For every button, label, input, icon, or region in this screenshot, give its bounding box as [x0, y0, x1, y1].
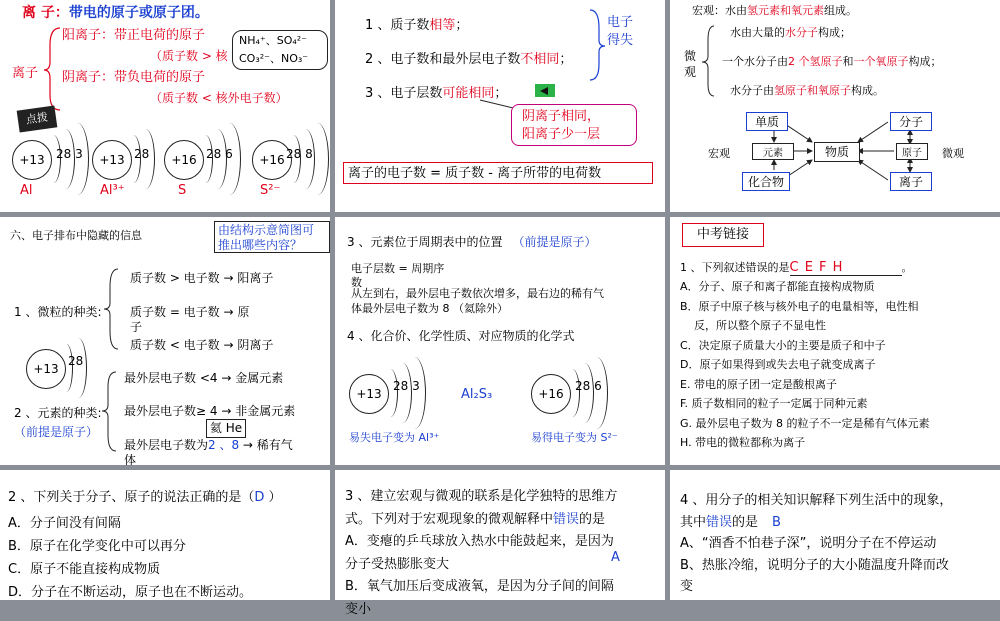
electron-shells: 28 — [134, 147, 149, 161]
valence-title: 4 、化合价、化学性质、对应物质的化学式 — [347, 327, 574, 344]
option-list — [680, 277, 930, 453]
element-type-label: 2 、元素的种类: — [14, 404, 102, 421]
atom-label: Al — [20, 183, 33, 198]
option-g: G. 最外层电子数为 8 的粒子不一定是稀有气体元素 — [680, 414, 930, 434]
slide-exam-link — [670, 217, 1000, 465]
ion-title-rest: 带电的原子或原子团。 — [69, 5, 209, 21]
electron-shells: 28 3 — [56, 147, 83, 161]
ion-electron-formula: 离子的电子数 = 质子数 - 离子所带的电荷数 — [343, 162, 653, 184]
node-atom: 原子 — [896, 143, 928, 160]
option-b-cont: 反，所以整个原子不显电性 — [680, 316, 930, 336]
macro-water: 宏观：水由氢元素和氧元素组成。 — [692, 2, 857, 18]
slide-ion-vs-atom — [335, 0, 665, 212]
q3-line-1: 3 、建立宏观与微观的联系是化学独特的思维方 — [345, 486, 617, 509]
option-a: A．分子间没有间隔 — [8, 512, 252, 535]
particle-rule-2: 质子数 = 电子数 → 原 — [130, 303, 249, 320]
q3-option-b-cont: 变小 — [345, 599, 617, 621]
option-d: D．分子在不断运动，原子也在不断运动。 — [8, 581, 252, 604]
trend-line-2: 体最外层电子数为 8 （氦除外） — [351, 300, 508, 316]
nucleus: +16 — [164, 140, 204, 180]
question-3 — [345, 486, 617, 621]
electron-gain-loss-note: 电子 得失 — [607, 14, 633, 50]
option-h: H. 带电的微粒都称为离子 — [680, 433, 930, 453]
element-rule-3: 最外层电子数为2 、8 → 稀有气 — [124, 436, 293, 453]
micro-line-1: 水由大量的水分子构成； — [730, 24, 851, 40]
anion-definition: 阴离子：带负电荷的原子 — [62, 66, 205, 85]
question-callout: 由结构示意简图可 推出哪些内容？ — [214, 221, 330, 253]
anion-condition: （质子数 < 核外电子数） — [150, 89, 288, 106]
cation-definition: 阳离子：带正电荷的原子 — [62, 24, 205, 43]
nucleus: +16 — [252, 140, 292, 180]
slide-question-3 — [335, 470, 665, 600]
answer-blank: C E F H — [790, 260, 902, 276]
question-1: 1 、下列叙述错误的是C E F H 。 — [680, 259, 913, 276]
electron-shells: 28 3 — [393, 379, 420, 393]
node-element: 元素 — [752, 143, 794, 160]
micro-line-3: 水分子由氢原子和氧原子构成。 — [730, 82, 884, 98]
nucleus: +13 — [349, 374, 389, 414]
point-1: 1 、质子数相等； — [365, 14, 468, 33]
period-rule: 电子层数 = 周期序 — [351, 260, 444, 276]
option-f: F. 质子数相同的粒子一定属于同种元素 — [680, 394, 930, 414]
play-back-icon[interactable] — [535, 84, 555, 97]
cation-condition: （质子数 > 核 — [150, 47, 228, 64]
diagram-micro-label: 微观 — [942, 145, 964, 161]
element-rule-1: 最外层电子数 <4 → 金属元素 — [124, 369, 283, 386]
element-rule-2: 最外层电子数≥ 4 → 非金属元素 — [124, 402, 295, 419]
q4-line-2: 其中错误的是 B — [680, 512, 952, 534]
particle-rule-1: 质子数 > 电子数 → 阳离子 — [130, 269, 273, 286]
period-rule-b: 数 — [351, 274, 362, 290]
electron-shells: 28 8 — [286, 147, 313, 161]
point-2: 2 、电子数和最外层电子数不相同； — [365, 48, 572, 67]
nucleus: +13 — [26, 349, 66, 389]
concept-arrows — [670, 0, 1000, 212]
ion-label: Al³⁺ — [100, 183, 125, 198]
element-type-note: （前提是原子） — [14, 423, 98, 440]
q4-option-a: A、“酒香不怕巷子深”，说明分子在不停运动 — [680, 533, 952, 555]
slide-periodic-position — [335, 217, 665, 465]
helium-box: 氦 He — [206, 419, 246, 438]
polyatomic-ion-examples — [232, 30, 328, 70]
slide-electron-info — [0, 217, 330, 465]
option-d: D．原子如果得到或失去电子就变成离子 — [680, 355, 930, 375]
nucleus: +16 — [531, 374, 571, 414]
nucleus: +13 — [92, 140, 132, 180]
ion-title-term: 离 子： — [22, 5, 69, 21]
question-4 — [680, 490, 952, 598]
node-simple-substance: 单质 — [746, 112, 788, 131]
option-a: A．分子、原子和离子都能直接构成物质 — [680, 277, 930, 297]
electron-shells: 28 6 — [206, 147, 233, 161]
section-title: 六、电子排布中隐藏的信息 — [10, 227, 142, 243]
particle-rule-3: 质子数 < 电子数 → 阴离子 — [130, 336, 273, 353]
option-c: C．决定原子质量大小的主要是质子和中子 — [680, 336, 930, 356]
micro-label: 微 观 — [684, 48, 696, 80]
q3-answer: A — [611, 550, 620, 565]
option-c: C．原子不能直接构成物质 — [8, 558, 252, 581]
point-3: 3 、电子层数可能相同； — [365, 82, 507, 101]
atom-label: S — [178, 183, 186, 198]
q4-option-b: B、热胀冷缩，说明分子的大小随温度升降而改 — [680, 555, 952, 577]
electron-shells: 28 6 — [575, 379, 602, 393]
diagram-macro-label: 宏观 — [708, 145, 730, 161]
slide-question-4 — [670, 470, 1000, 600]
slide-macro-micro — [670, 0, 1000, 212]
q3-option-b: B．氧气加压后变成液氧，是因为分子间的间隔 — [345, 576, 617, 599]
particle-rule-2b: 子 — [130, 318, 142, 335]
shell-callout: 阴离子相同， 阳离子少一层 — [511, 104, 637, 146]
al-caption: 易失电子变为 Al³⁺ — [349, 429, 439, 445]
node-ion: 离子 — [890, 172, 932, 191]
ion-label: S²⁻ — [260, 183, 280, 198]
compound-formula: Al₂S₃ — [461, 387, 492, 402]
q3-option-a-cont: 分子受热膨胀变大 — [345, 554, 617, 577]
slide-question-2 — [0, 470, 330, 600]
node-compound: 化合物 — [742, 172, 790, 191]
slide-ion-definition — [0, 0, 330, 212]
micro-line-2: 一个水分子由2 个氢原子和一个氧原子构成； — [722, 53, 942, 69]
ion-label: 离子 — [12, 62, 38, 81]
exam-link-badge: 中考链接 — [682, 223, 764, 247]
option-b: B．原子中原子核与核外电子的电量相等，电性相 — [680, 297, 930, 317]
option-list — [8, 512, 252, 604]
node-substance: 物质 — [814, 142, 860, 162]
examples-line-2: CO₃²⁻、NO₃⁻ — [239, 50, 321, 68]
element-rule-3b: 体 — [124, 451, 136, 468]
option-e: E. 带电的原子团一定是酸根离子 — [680, 375, 930, 395]
s-caption: 易得电子变为 S²⁻ — [531, 429, 618, 445]
q4-line-1: 4 、用分子的相关知识解释下列生活中的现象， — [680, 490, 952, 512]
option-b: B．原子在化学变化中可以再分 — [8, 535, 252, 558]
nucleus: +13 — [12, 140, 52, 180]
q4-option-b-cont: 变 — [680, 576, 952, 598]
question-2: 2 、下列关于分子、原子的说法正确的是（D ） — [8, 486, 282, 505]
position-title: 3 、元素位于周期表中的位置 （前提是原子） — [347, 233, 596, 250]
particle-type-label: 1 、微粒的种类: — [14, 303, 102, 320]
stamp-icon: 点拨 — [17, 105, 58, 132]
electron-shells: 28 — [68, 354, 83, 368]
trend-line-1: 从左到右，最外层电子数依次增多，最右边的稀有气 — [351, 285, 604, 301]
q3-option-a: A．变瘪的乒乓球放入热水中能鼓起来，是因为 — [345, 531, 617, 554]
q3-line-2: 式。下列对于宏观现象的微观解释中错误的是 — [345, 509, 617, 532]
examples-line-1: NH₄⁺、SO₄²⁻ — [239, 32, 321, 50]
node-molecule: 分子 — [890, 112, 932, 131]
